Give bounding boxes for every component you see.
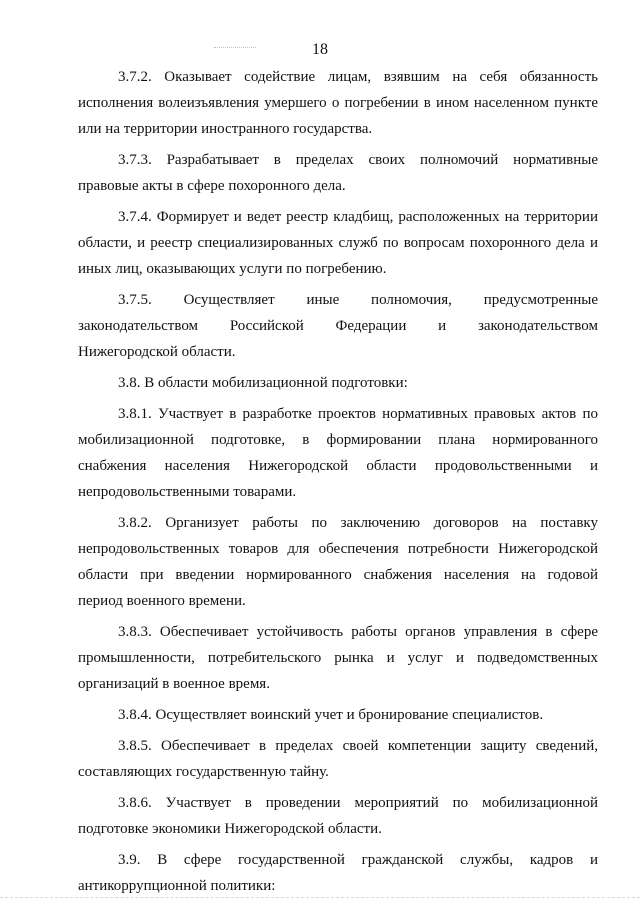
paragraph-3-8 bbox=[78, 370, 598, 396]
paragraph-3-8-2 bbox=[78, 510, 598, 614]
text-line: 3.7.3. Разрабатывает в пределах своих полномочий нормативные bbox=[118, 152, 598, 168]
text-line: снабжения населения Нижегородской области продовольственными и bbox=[78, 458, 598, 474]
text-line: области при введении нормированного снабжения населения на годовой bbox=[78, 567, 598, 583]
paragraph-3-8-6 bbox=[78, 790, 598, 842]
document-body bbox=[78, 64, 598, 904]
text-line: 3.7.4. Формирует и ведет реестр кладбищ, расположенных на территории bbox=[118, 209, 598, 225]
text-line: области, и реестр специализированных служб по вопросам похоронного дела и bbox=[78, 235, 598, 251]
text-line: непродовольственными товарами. bbox=[78, 484, 297, 500]
scan-edge-artifact bbox=[0, 897, 640, 901]
text-line: законодательством Российской Федерации и законодательством bbox=[78, 318, 598, 334]
text-line: 3.8.2. Организует работы по заключению договоров на поставку bbox=[118, 515, 598, 531]
paragraph-3-7-3 bbox=[78, 147, 598, 199]
text-line: составляющих государственную тайну. bbox=[78, 764, 329, 780]
text-line: 3.8.4. Осуществляет воинский учет и бронирование специалистов. bbox=[118, 707, 544, 723]
text-line: иных лиц, оказывающих услуги по погребению. bbox=[78, 261, 387, 277]
text-line: 3.8.1. Участвует в разработке проектов нормативных правовых актов по bbox=[118, 406, 598, 422]
paragraph-3-9 bbox=[78, 847, 598, 899]
text-line: период военного времени. bbox=[78, 593, 246, 609]
text-line: 3.8.6. Участвует в проведении мероприятий по мобилизационной bbox=[118, 795, 598, 811]
paragraph-3-8-5 bbox=[78, 733, 598, 785]
text-line: непродовольственных товаров для обеспечения потребности Нижегородской bbox=[78, 541, 598, 557]
text-line: антикоррупционной политики: bbox=[78, 878, 276, 894]
text-line: 3.8.3. Обеспечивает устойчивость работы органов управления в сфере bbox=[118, 624, 598, 640]
paragraph-3-7-4 bbox=[78, 204, 598, 282]
text-line: 3.8. В области мобилизационной подготовки: bbox=[118, 375, 408, 391]
text-line: или на территории иностранного государства. bbox=[78, 121, 373, 137]
text-line: подготовке экономики Нижегородской области. bbox=[78, 821, 382, 837]
text-line: правовые акты в сфере похоронного дела. bbox=[78, 178, 346, 194]
paragraph-3-7-2 bbox=[78, 64, 598, 142]
text-line: мобилизационной подготовке, в формировании плана нормированного bbox=[78, 432, 598, 448]
text-line: 3.7.5. Осуществляет иные полномочия, предусмотренные bbox=[118, 292, 598, 308]
text-line: исполнения волеизъявления умершего о погребении в ином населенном пункте bbox=[78, 95, 598, 111]
text-line: 3.8.5. Обеспечивает в пределах своей компетенции защиту сведений, bbox=[118, 738, 598, 754]
text-line: организаций в военное время. bbox=[78, 676, 270, 692]
paragraph-3-8-1 bbox=[78, 401, 598, 505]
page-number: 18 bbox=[312, 41, 328, 58]
text-line: Нижегородской области. bbox=[78, 344, 236, 360]
text-line: промышленности, потребительского рынка и услуг и подведомственных bbox=[78, 650, 598, 666]
paragraph-3-7-5 bbox=[78, 287, 598, 365]
paragraph-3-8-4 bbox=[78, 702, 598, 728]
text-line: 3.7.2. Оказывает содействие лицам, взявшим на себя обязанность bbox=[118, 69, 598, 85]
text-line: 3.9. В сфере государственной гражданской службы, кадров и bbox=[118, 852, 598, 868]
paragraph-3-8-3 bbox=[78, 619, 598, 697]
